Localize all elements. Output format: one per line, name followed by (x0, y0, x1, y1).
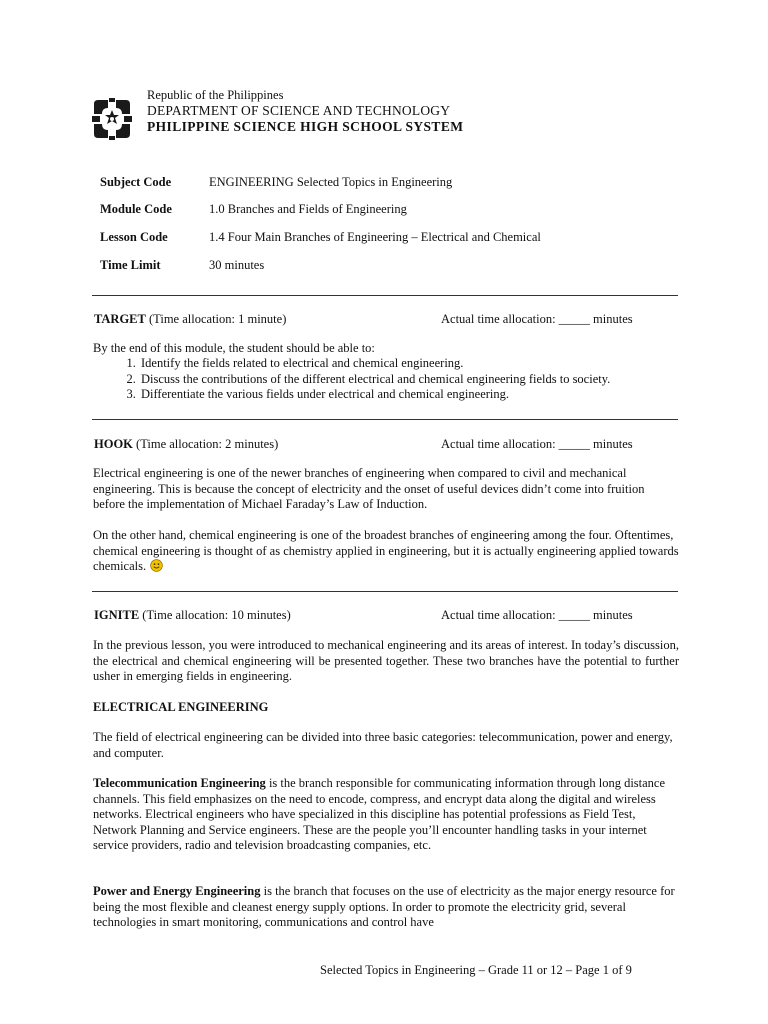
hook-actual-allocation: Actual time allocation: _____ minutes (441, 437, 633, 451)
department-line: DEPARTMENT OF SCIENCE AND TECHNOLOGY (147, 103, 451, 118)
page-footer: Selected Topics in Engineering – Grade 11 or 12 – Page 1 of 9 (320, 963, 632, 977)
republic-line: Republic of the Philippines (147, 88, 284, 102)
ignite-allocation: (Time allocation: 10 minutes) (139, 608, 291, 622)
hook-allocation: (Time allocation: 2 minutes) (132, 437, 279, 451)
info-value: 1.4 Four Main Branches of Engineering – Electrical and Chemical (209, 230, 541, 244)
divider (92, 295, 678, 296)
telecom-text: is the branch responsible for communicating information through long distance channels. This field emphasizes on the need to encode, compress, and encrypt data along the digital and wireless networks. Electrical engineers who have specialized in this discipline has potential professions as Field Test, Network Planning and Service engineers. These are the people you’ll encounter handling tasks in your internet service providers, radio and television broadcasting companies, etc. (93, 776, 666, 852)
power-paragraph (93, 884, 679, 931)
objective-item: 3. Differentiate the various fields under electrical and chemical engineering. (139, 387, 699, 403)
divider (92, 419, 678, 420)
info-label: Lesson Code (100, 230, 168, 244)
power-term: Power and Energy Engineering (93, 884, 261, 898)
objective-item: 1. Identify the fields related to electrical and chemical engineering. (139, 356, 699, 372)
pshs-logo-icon (92, 98, 132, 140)
target-allocation: (Time allocation: 1 minute) (145, 312, 287, 326)
smiley-icon (150, 559, 163, 572)
target-intro: By the end of this module, the student should be able to: (93, 341, 375, 355)
telecom-term: Telecommunication Engineering (93, 776, 266, 790)
ignite-actual-allocation: Actual time allocation: _____ minutes (441, 608, 633, 622)
ignite-heading (94, 607, 664, 623)
hook-paragraph-1: Electrical engineering is one of the newer branches of engineering when compared to civil and mechanical engineering. This is because the concept of electricity and the onset of useful devices didn’t come into fruition before the implementation of Michael Faraday’s Law of Induction. (93, 466, 645, 511)
target-title: TARGET (94, 312, 146, 326)
ignite-paragraph-1: In the previous lesson, you were introduced to mechanical engineering and its areas of interest. In today’s discussion, the electrical and chemical engineering will be presented together. These two branches have the potential to further usher in emerging fields in engineering. (93, 638, 679, 683)
info-value: ENGINEERING Selected Topics in Engineering (209, 175, 453, 189)
target-actual-allocation: Actual time allocation: _____ minutes (441, 312, 633, 326)
ignite-paragraph-2: The field of electrical engineering can be divided into three basic categories: telecommunication, power and energy, and computer. (93, 730, 673, 760)
ignite-title: IGNITE (94, 608, 140, 622)
hook-paragraph-2-text: On the other hand, chemical engineering is one of the broadest branches of engineering among the four. Oftentimes, chemical engineering is thought of as chemistry applied in engineering, but it is actually engineering applied towards chemicals. (93, 528, 679, 573)
telecom-paragraph (93, 776, 679, 854)
info-label: Subject Code (100, 175, 172, 189)
hook-title: HOOK (94, 437, 133, 451)
power-text: is the branch that focuses on the use of electricity as the major energy resource for being the most flexible and cleanest energy supply options. In order to promote the electricity grid, several technologies in smart monitoring, communications and control have (93, 884, 675, 929)
divider (92, 591, 678, 592)
info-value: 1.0 Branches and Fields of Engineering (209, 202, 407, 216)
info-label: Time Limit (100, 258, 161, 272)
hook-heading (94, 436, 664, 452)
school-system-line: PHILIPPINE SCIENCE HIGH SCHOOL SYSTEM (147, 119, 464, 134)
info-value: 30 minutes (209, 258, 265, 272)
objective-item: 2. Discuss the contributions of the different electrical and chemical engineering fields to society. (139, 372, 699, 388)
info-label: Module Code (100, 202, 172, 216)
hook-paragraph-2 (93, 528, 679, 575)
electrical-engineering-heading: ELECTRICAL ENGINEERING (93, 700, 269, 714)
target-heading (94, 311, 664, 327)
objectives-list (93, 356, 699, 403)
